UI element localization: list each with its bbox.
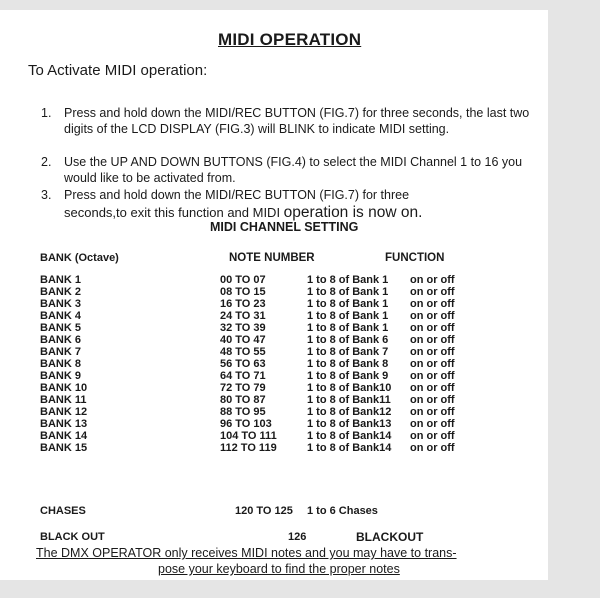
state-cell: on or off bbox=[410, 418, 455, 430]
range-cell: 1 to 8 of Bank 6 bbox=[307, 334, 389, 346]
bank-cell: BANK 4 bbox=[40, 310, 81, 322]
bank-cell: BANK 11 bbox=[40, 394, 87, 406]
note-cell: 80 TO 87 bbox=[220, 394, 266, 406]
note-cell: 88 TO 95 bbox=[220, 406, 266, 418]
state-cell: on or off bbox=[410, 310, 455, 322]
state-cell: on or off bbox=[410, 430, 455, 442]
bank-cell: BANK 14 bbox=[40, 430, 88, 442]
state-cell: on or off bbox=[410, 382, 455, 394]
bank-cell: BANK 15 bbox=[40, 442, 88, 454]
table-row bbox=[0, 358, 548, 370]
bank-cell: BANK 7 bbox=[40, 346, 81, 358]
range-cell: 1 to 8 of Bank14 bbox=[307, 430, 392, 442]
table-row bbox=[0, 418, 548, 430]
bank-cell: BANK 12 bbox=[40, 406, 88, 418]
range-cell: 1 to 8 of Bank 1 bbox=[307, 322, 389, 334]
bank-cell: BANK 1 bbox=[40, 274, 81, 286]
manual-page bbox=[0, 10, 548, 580]
range-cell: 1 to 8 of Bank 1 bbox=[307, 310, 389, 322]
state-cell: on or off bbox=[410, 406, 455, 418]
header-bank: BANK (Octave) bbox=[40, 252, 119, 264]
state-cell: on or off bbox=[410, 322, 455, 334]
range-cell: 1 to 8 of Bank 7 bbox=[307, 346, 389, 358]
state-cell: on or off bbox=[410, 274, 455, 286]
chases-note-range: 120 TO 125 bbox=[235, 505, 293, 517]
table-row bbox=[0, 382, 548, 394]
table-row bbox=[0, 370, 548, 382]
note-cell: 72 TO 79 bbox=[220, 382, 266, 394]
range-cell: 1 to 8 of Bank 1 bbox=[307, 274, 389, 286]
footer-note-line-2: pose your keyboard to find the proper notes bbox=[158, 562, 400, 576]
note-cell: 40 TO 47 bbox=[220, 334, 266, 346]
blackout-note: 126 bbox=[288, 531, 307, 543]
note-cell: 96 TO 103 bbox=[220, 418, 272, 430]
bank-cell: BANK 3 bbox=[40, 298, 81, 310]
table-row bbox=[0, 442, 548, 454]
bank-cell: BANK 5 bbox=[40, 322, 81, 334]
range-cell: 1 to 8 of Bank 9 bbox=[307, 370, 389, 382]
chases-function: 1 to 6 Chases bbox=[307, 505, 378, 517]
range-cell: 1 to 8 of Bank 1 bbox=[307, 286, 389, 298]
step-3-continuation-b: operation is now on. bbox=[283, 204, 423, 221]
note-cell: 08 TO 15 bbox=[220, 286, 266, 298]
table-row bbox=[0, 298, 548, 310]
blackout-label: BLACK OUT bbox=[40, 531, 105, 543]
step-number: 1. bbox=[41, 106, 52, 120]
step-text: Press and hold down the MIDI/REC BUTTON (FIG.7) for three bbox=[64, 188, 410, 202]
header-note-number: NOTE NUMBER bbox=[229, 252, 315, 264]
note-cell: 24 TO 31 bbox=[220, 310, 266, 322]
step-text: Use the UP AND DOWN BUTTONS (FIG.4) to select the MIDI Channel 1 to 16 you would like to be activated from. bbox=[64, 155, 523, 185]
table-row bbox=[0, 346, 548, 358]
intro-heading: To Activate MIDI operation: bbox=[28, 62, 208, 79]
range-cell: 1 to 8 of Bank 1 bbox=[307, 298, 389, 310]
table-row bbox=[0, 286, 548, 298]
note-cell: 56 TO 63 bbox=[220, 358, 266, 370]
state-cell: on or off bbox=[410, 358, 455, 370]
bank-cell: BANK 8 bbox=[40, 358, 81, 370]
step-number: 2. bbox=[41, 155, 52, 169]
table-row bbox=[0, 406, 548, 418]
bank-cell: BANK 6 bbox=[40, 334, 81, 346]
state-cell: on or off bbox=[410, 370, 455, 382]
range-cell: 1 to 8 of Bank13 bbox=[307, 418, 392, 430]
note-cell: 104 TO 111 bbox=[220, 430, 277, 442]
table-row bbox=[0, 274, 548, 286]
footer-note-line-1: The DMX OPERATOR only receives MIDI notes and you may have to trans- bbox=[36, 546, 457, 560]
header-function: FUNCTION bbox=[385, 252, 445, 264]
bank-cell: BANK 10 bbox=[40, 382, 88, 394]
table-row bbox=[0, 334, 548, 346]
range-cell: 1 to 8 of Bank12 bbox=[307, 406, 392, 418]
note-cell: 16 TO 23 bbox=[220, 298, 266, 310]
table-row bbox=[0, 322, 548, 334]
note-cell: 64 TO 71 bbox=[220, 370, 266, 382]
blackout-function: BLACKOUT bbox=[356, 530, 424, 544]
page-title: MIDI OPERATION bbox=[218, 30, 362, 49]
bank-cell: BANK 13 bbox=[40, 418, 88, 430]
step-number: 3. bbox=[41, 188, 52, 202]
state-cell: on or off bbox=[410, 298, 455, 310]
note-cell: 112 TO 119 bbox=[220, 442, 277, 454]
table-row bbox=[0, 394, 548, 406]
note-cell: 48 TO 55 bbox=[220, 346, 266, 358]
bank-cell: BANK 2 bbox=[40, 286, 81, 298]
step-3-continuation-a: seconds,to exit this function and MIDI bbox=[64, 205, 284, 220]
table-row bbox=[0, 430, 548, 442]
range-cell: 1 to 8 of Bank 8 bbox=[307, 358, 389, 370]
chases-label: CHASES bbox=[40, 505, 86, 517]
state-cell: on or off bbox=[410, 286, 455, 298]
range-cell: 1 to 8 of Bank10 bbox=[307, 382, 392, 394]
bank-cell: BANK 9 bbox=[40, 370, 81, 382]
state-cell: on or off bbox=[410, 346, 455, 358]
range-cell: 1 to 8 of Bank14 bbox=[307, 442, 392, 454]
note-cell: 00 TO 07 bbox=[220, 274, 266, 286]
state-cell: on or off bbox=[410, 442, 455, 454]
step-text: Press and hold down the MIDI/REC BUTTON (FIG.7) for three seconds, the last two digits of the LCD DISPLAY (FIG.3) will BLINK to indicate MIDI setting. bbox=[64, 106, 530, 136]
midi-channel-heading: MIDI CHANNEL SETTING bbox=[210, 220, 359, 234]
table-row bbox=[0, 310, 548, 322]
note-cell: 32 TO 39 bbox=[220, 322, 266, 334]
state-cell: on or off bbox=[410, 394, 455, 406]
state-cell: on or off bbox=[410, 334, 455, 346]
range-cell: 1 to 8 of Bank11 bbox=[307, 394, 391, 406]
